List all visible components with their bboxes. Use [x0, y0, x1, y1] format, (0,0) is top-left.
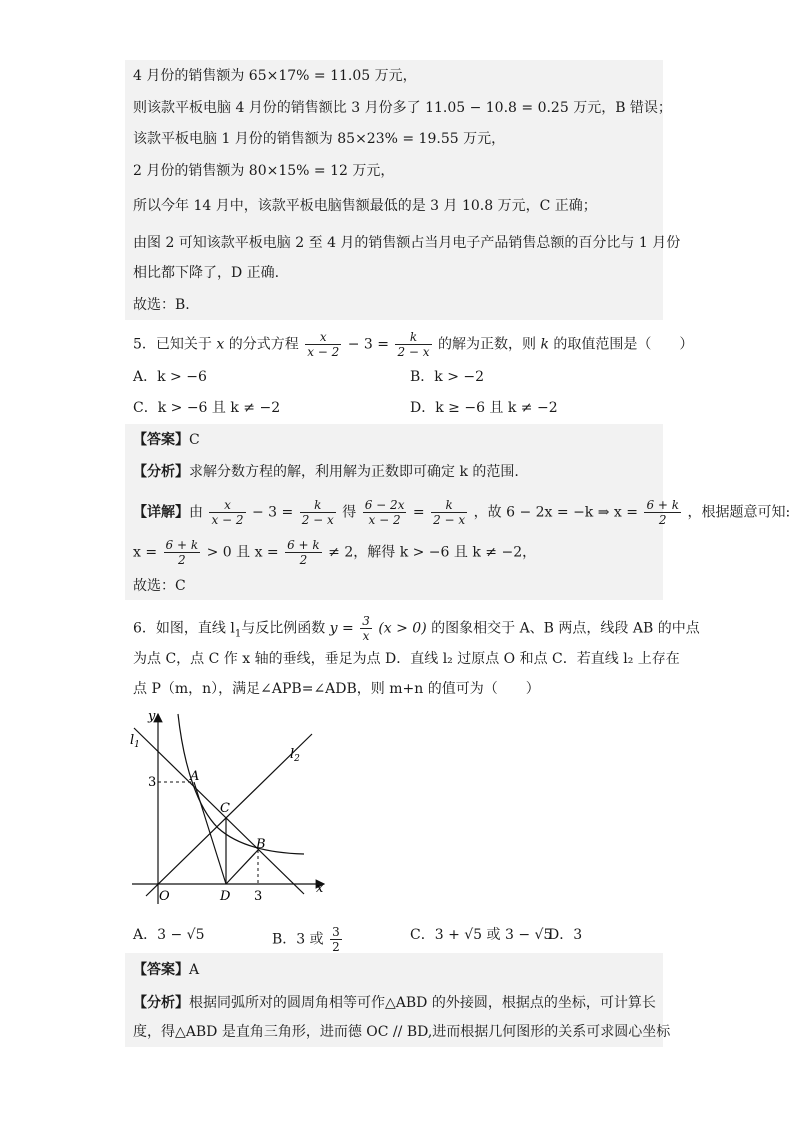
q5-detail-tag: 【详解】 — [133, 504, 189, 521]
q5-dfe-den: 2 — [658, 513, 667, 527]
solution-line-3: 该款平板电脑 1 月份的销售额为 85×23% = 19.55 万元， — [133, 131, 506, 147]
q6-func-num: 3 — [362, 614, 370, 628]
q5-detail-line-1 — [133, 498, 790, 527]
label-B: B — [256, 837, 266, 852]
segment-ad — [194, 782, 226, 884]
q5-detail-frac-b — [300, 498, 336, 527]
solution-line-2: 则该款平板电脑 4 月份的销售额比 3 月份多了 11.05 − 10.8 = 0.25 万元，B 错误； — [133, 100, 672, 116]
question-6-stem-1 — [133, 614, 700, 644]
q6-func-den: x — [362, 629, 370, 643]
label-O: O — [159, 889, 170, 904]
q5-detail-2c: ≠ 2，解得 k > −6 且 k ≠ −2， — [328, 544, 537, 561]
q5-suffix: 的解为正数，则 — [438, 336, 537, 353]
q6-analysis-text-1: 根据同弧所对的圆周角相等可作△ABD 的外接圆，根据点的坐标，可计算长 — [189, 995, 656, 1011]
q5-dfg-num: 6 + k — [287, 538, 320, 552]
q6-l1b: 与反比例函数 — [241, 620, 326, 637]
label-C: C — [220, 801, 230, 816]
solution-line-7: 相比都下降了，D 正确. — [133, 265, 280, 281]
q5-dfd-num: k — [431, 498, 467, 513]
q5-dfa-den: x − 2 — [211, 513, 244, 527]
q6-analysis-2: 度，得△ABD 是直角三角形，进而德 OC // BD,进而根据几何图形的关系可求圆心坐标 — [133, 1024, 671, 1040]
q6-answer-tag: 【答案】 — [133, 962, 189, 978]
solution-line-6: 由图 2 可知该款平板电脑 2 至 4 月的销售额占当月电子产品销售总额的百分比与 1 月份 — [133, 235, 681, 251]
label-3-x: 3 — [254, 889, 263, 904]
q5-detail-1a: 由 — [189, 504, 203, 521]
q5-mid: 的分式方程 — [228, 336, 299, 353]
q6-func-y: y = — [329, 620, 354, 637]
q5-f1-num: x — [305, 330, 341, 345]
question-5-stem — [133, 330, 693, 359]
label-l1: $l_1$ — [130, 733, 140, 750]
q5-detail-frac-d — [431, 498, 467, 527]
q5-minus3: − 3 = — [347, 336, 390, 353]
q5-detail-1b: − 3 = — [252, 504, 294, 521]
q5-detail-2b: > 0 且 x = — [206, 544, 279, 561]
solution-line-4: 2 月份的销售额为 80×15% = 12 万元， — [133, 163, 395, 179]
q6-option-a[interactable]: A．3 − √5 — [133, 927, 205, 943]
q5-option-c[interactable]: C．k > −6 且 k ≠ −2 — [133, 400, 281, 416]
solution-line-5: 所以今年 14 月中，该款平板电脑售额最低的是 3 月 10.8 万元，C 正确； — [133, 198, 597, 214]
label-D: D — [220, 889, 231, 904]
q6-optB-text: B．3 或 — [272, 931, 324, 948]
q6-analysis-1 — [133, 993, 656, 1013]
q5-prefix: 5．已知关于 — [133, 336, 212, 353]
q6-optB-den: 2 — [332, 940, 340, 954]
label-l2: $l_2$ — [290, 747, 300, 764]
q5-choose: 故选：C — [133, 578, 186, 594]
q5-dfb-den: 2 − x — [301, 513, 334, 527]
label-3-y: 3 — [148, 775, 157, 790]
q6-optB-num: 3 — [332, 925, 340, 939]
q6-optB-frac — [330, 925, 342, 954]
q5-option-a[interactable]: A．k > −6 — [133, 369, 207, 385]
label-A: A — [190, 769, 200, 784]
q5-dfa-num: x — [209, 498, 245, 513]
q6-func-frac — [360, 614, 372, 643]
solution-line-1: 4 月份的销售额为 65×17% = 11.05 万元， — [133, 68, 417, 84]
q5-detail-1e: ，故 6 − 2x = −k ⇒ x = — [473, 504, 638, 521]
q5-dff-den: 2 — [178, 553, 186, 567]
q5-dfg-den: 2 — [299, 553, 308, 567]
q5-fraction-2 — [395, 330, 431, 359]
q5-answer-value: C — [189, 432, 200, 448]
solution-line-8: 故选：B. — [133, 297, 190, 313]
q5-detail-frac-g — [285, 538, 322, 567]
q6-figure — [128, 708, 338, 908]
q5-f2-num: k — [395, 330, 431, 345]
q5-suffix2: 的取值范围是（ ） — [553, 336, 694, 353]
q5-f2-den: 2 − x — [397, 345, 430, 359]
q6-l1-sub: 1 — [234, 628, 242, 640]
q5-detail-1d: = — [412, 504, 425, 521]
label-y: y — [148, 709, 156, 724]
question-6-stem-2: 为点 C，点 C 作 x 轴的垂线，垂足为点 D．直线 l₂ 过原点 O 和点 C．若直线 l₂ 上存在 — [133, 651, 680, 667]
q5-var-k: k — [540, 336, 549, 353]
q5-detail-line-2 — [133, 538, 536, 567]
q6-option-c[interactable]: C．3 + √5 或 3 − √5 — [410, 927, 553, 943]
question-6-stem-3: 点 P（m，n），满足∠APB=∠ADB，则 m+n 的值可为（ ） — [133, 681, 540, 697]
q5-detail-frac-c — [363, 498, 407, 527]
q6-l1a: 6．如图，直线 l — [133, 620, 235, 637]
q5-dfc-den: x − 2 — [368, 513, 401, 527]
q6-analysis-tag: 【分析】 — [133, 995, 189, 1011]
q6-answer-value: A — [189, 962, 200, 978]
q6-option-d[interactable]: D．3 — [548, 927, 583, 943]
q5-analysis — [133, 462, 519, 482]
q6-option-b[interactable] — [272, 925, 344, 954]
line-l1 — [134, 728, 304, 894]
q5-detail-frac-a — [209, 498, 245, 527]
q6-func-cond: (x > 0) — [378, 620, 427, 637]
q5-answer — [133, 430, 200, 450]
q5-dff-num: 6 + k — [165, 538, 199, 552]
q5-detail-frac-e — [644, 498, 681, 527]
q5-analysis-text: 求解分数方程的解，利用解为正数即可确定 k 的范围. — [189, 464, 519, 480]
q5-analysis-tag: 【分析】 — [133, 464, 189, 480]
q5-dfb-num: k — [300, 498, 336, 513]
q5-option-b[interactable]: B．k > −2 — [410, 369, 485, 385]
q5-dfe-num: 6 + k — [646, 498, 680, 512]
q5-answer-tag: 【答案】 — [133, 432, 189, 448]
q5-f1-den: x − 2 — [307, 345, 340, 359]
q5-option-d[interactable]: D．k ≥ −6 且 k ≠ −2 — [410, 400, 558, 416]
q6-l1c: 的图象相交于 A、B 两点，线段 AB 的中点 — [431, 620, 700, 637]
segment-bd — [226, 850, 258, 884]
q5-detail-1f: ，根据题意可知: — [687, 504, 791, 521]
q5-detail-1c: 得 — [342, 504, 357, 521]
q5-dfd-den: 2 − x — [433, 513, 466, 527]
q5-fraction-1 — [305, 330, 341, 359]
q5-detail-frac-f — [164, 538, 201, 567]
q5-detail-2a: x = — [133, 544, 158, 561]
q5-var-x: x — [216, 336, 225, 353]
q5-dfc-num: 6 − 2x — [364, 498, 405, 512]
label-x: x — [316, 881, 324, 896]
q6-answer — [133, 960, 199, 980]
